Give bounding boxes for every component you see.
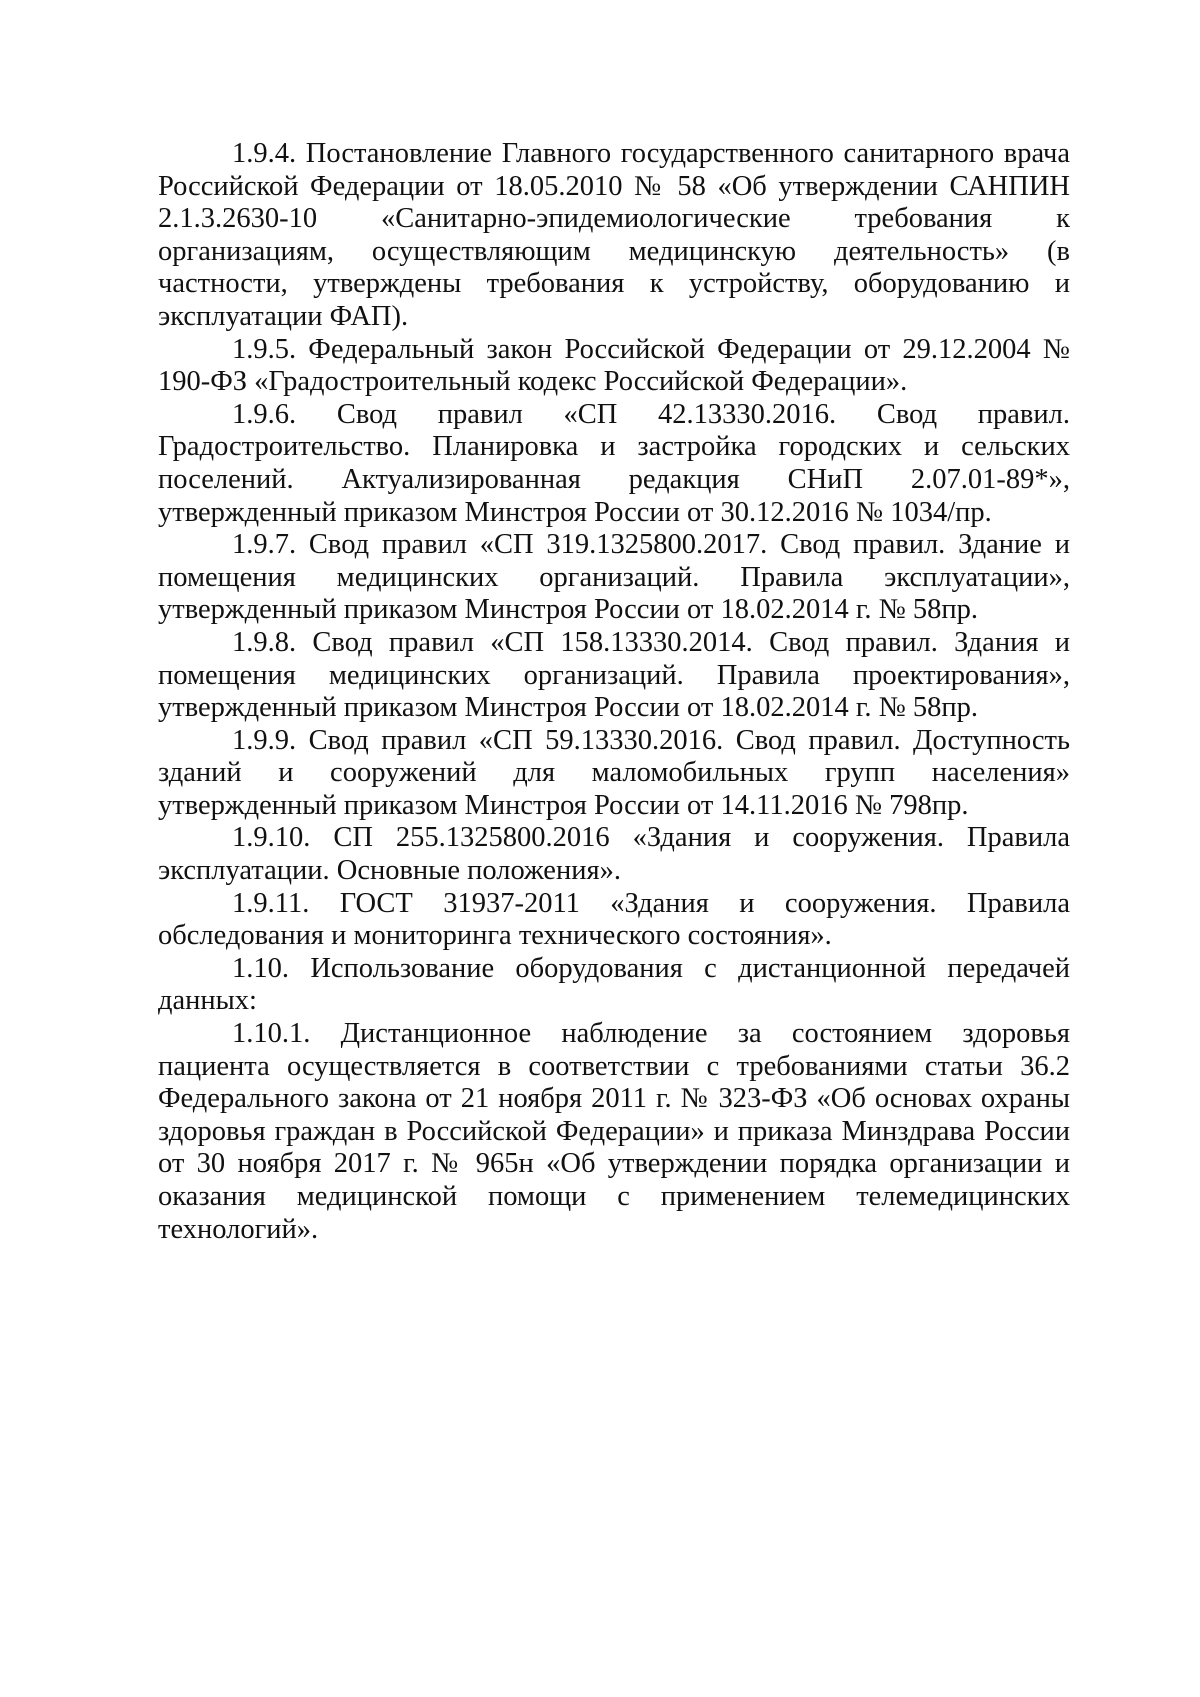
document-body — [158, 138, 1070, 1246]
paragraph-1-9-7: 1.9.7. Свод правил «СП 319.1325800.2017. Свод правил. Здание и помещения медицинских организаций. Правила эксплуатации», утвержденный приказом Минстроя России от 18.02.2014 г. № 58пр. — [158, 529, 1070, 626]
paragraph-1-9-4: 1.9.4. Постановление Главного государственного санитарного врача Российской Федерации от 18.05.2010 № 58 «Об утверждении САНПИН 2.1.3.2630-10 «Санитарно-эпидемиологические требования к организациям, осуществляющим медицинскую деятельность» (в частности, утверждены требования к устройству, оборудованию и эксплуатации ФАП). — [158, 138, 1070, 332]
paragraph-1-9-9: 1.9.9. Свод правил «СП 59.13330.2016. Свод правил. Доступность зданий и сооружений для маломобильных групп населения» утвержденный приказом Минстроя России от 14.11.2016 № 798пр. — [158, 724, 1070, 821]
paragraph-1-9-6: 1.9.6. Свод правил «СП 42.13330.2016. Свод правил. Градостроительство. Планировка и застройка городских и сельских поселений. Актуализированная редакция СНиП 2.07.01-89*», утвержденный приказом Минстроя России от 30.12.2016 № 1034/пр. — [158, 398, 1070, 528]
paragraph-1-9-5: 1.9.5. Федеральный закон Российской Федерации от 29.12.2004 № 190-ФЗ «Градостроительный кодекс Российской Федерации». — [158, 333, 1070, 398]
paragraph-1-10: 1.10. Использование оборудования с дистанционной передачей данных: — [158, 952, 1070, 1017]
paragraph-1-9-11: 1.9.11. ГОСТ 31937-2011 «Здания и сооружения. Правила обследования и мониторинга технического состояния». — [158, 887, 1070, 952]
paragraph-1-9-10: 1.9.10. СП 255.1325800.2016 «Здания и сооружения. Правила эксплуатации. Основные положения». — [158, 822, 1070, 887]
paragraph-1-9-8: 1.9.8. Свод правил «СП 158.13330.2014. Свод правил. Здания и помещения медицинских организаций. Правила проектирования», утвержденный приказом Минстроя России от 18.02.2014 г. № 58пр. — [158, 626, 1070, 724]
paragraph-1-10-1: 1.10.1. Дистанционное наблюдение за состоянием здоровья пациента осуществляется в соответствии с требованиями статьи 36.2 Федерального закона от 21 ноября 2011 г. № 323-ФЗ «Об основах охраны здоровья граждан в Российской Федерации» и приказа Минздрава России от 30 ноября 2017 г. № 965н «Об утверждении порядка организации и оказания медицинской помощи с применением телемедицинских технологий». — [158, 1018, 1070, 1245]
